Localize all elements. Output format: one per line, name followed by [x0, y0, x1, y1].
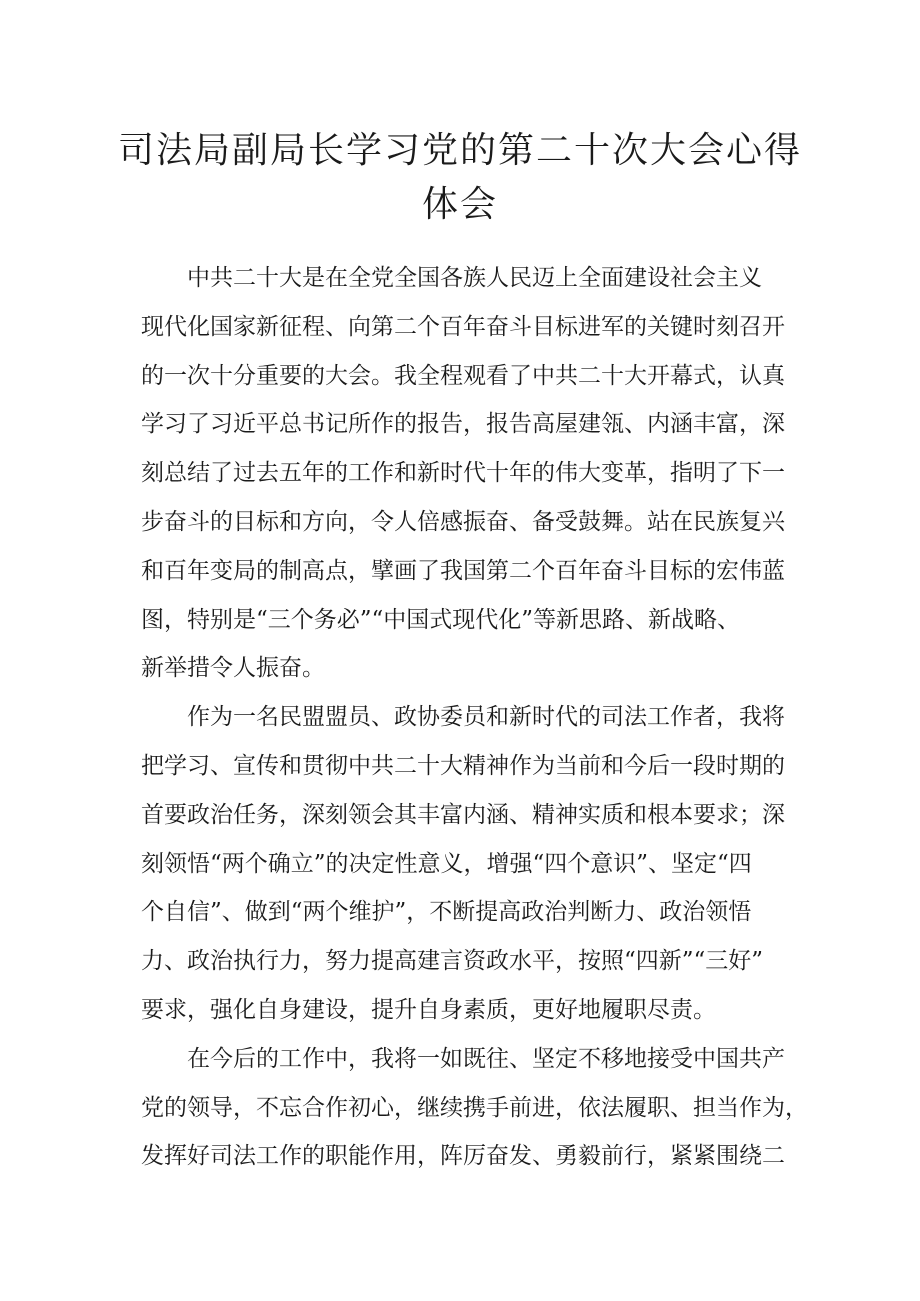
paragraph-line: 新举措令人振奋。: [141, 655, 325, 682]
paragraph-line: 中共二十大是在全党全国各族人民迈上全面建设社会主义: [141, 265, 762, 291]
paragraph-line: 刻领悟“两个确立”的决定性意义，增强“四个意识”、坚定“四: [141, 850, 752, 877]
paragraph-line: 党的领导，不忘合作初心，继续携手前进，依法履职、担当作为，: [141, 1094, 808, 1121]
paragraph-1: [141, 254, 801, 693]
paragraph-2: [141, 693, 801, 1035]
paragraph-line: 学习了习近平总书记所作的报告，报告高屋建瓴、内涵丰富，深: [141, 411, 785, 438]
paragraph-line: 把学习、宣传和贯彻中共二十大精神作为当前和今后一段时期的: [141, 752, 785, 779]
paragraph-3: [141, 1035, 808, 1181]
paragraph-line: 作为一名民盟盟员、政协委员和新时代的司法工作者，我将: [141, 704, 785, 731]
paragraph-line: 个自信”、做到“两个维护”，不断提高政治判断力、政治领悟: [141, 899, 752, 926]
paragraph-line: 在今后的工作中，我将一如既往、坚定不移地接受中国共产: [141, 1045, 785, 1072]
paragraph-line: 步奋斗的目标和方向，令人倍感振奋、备受鼓舞。站在民族复兴: [141, 508, 785, 535]
paragraph-line: 图，特别是“三个务必”“中国式现代化”等新思路、新战略、: [141, 606, 741, 633]
document-title-line-2: 体会: [421, 184, 498, 225]
paragraph-line: 的一次十分重要的大会。我全程观看了中共二十大开幕式，认真: [141, 362, 785, 389]
paragraph-line: 力、政治执行力，努力提高建言资政水平，按照“四新”“三好”: [141, 948, 764, 975]
paragraph-line: 刻总结了过去五年的工作和新时代十年的伟大变革，指明了下一: [141, 460, 785, 487]
paragraph-line: 和百年变局的制高点，擘画了我国第二个百年奋斗目标的宏伟蓝: [141, 557, 785, 584]
paragraph-line: 要求，强化自身建设，提升自身素质，更好地履职尽责。: [141, 996, 716, 1023]
paragraph-line: 现代化国家新征程、向第二个百年奋斗目标进军的关键时刻召开: [141, 313, 785, 340]
paragraph-line: 首要政治任务，深刻领会其丰富内涵、精神实质和根本要求；深: [141, 801, 785, 828]
paragraph-line: 发挥好司法工作的职能作用，阵厉奋发、勇毅前行，紧紧围绕二: [141, 1143, 785, 1170]
document-title-line-1: 司法局副局长学习党的第二十次大会心得: [117, 130, 802, 171]
document-body: [141, 254, 808, 1181]
